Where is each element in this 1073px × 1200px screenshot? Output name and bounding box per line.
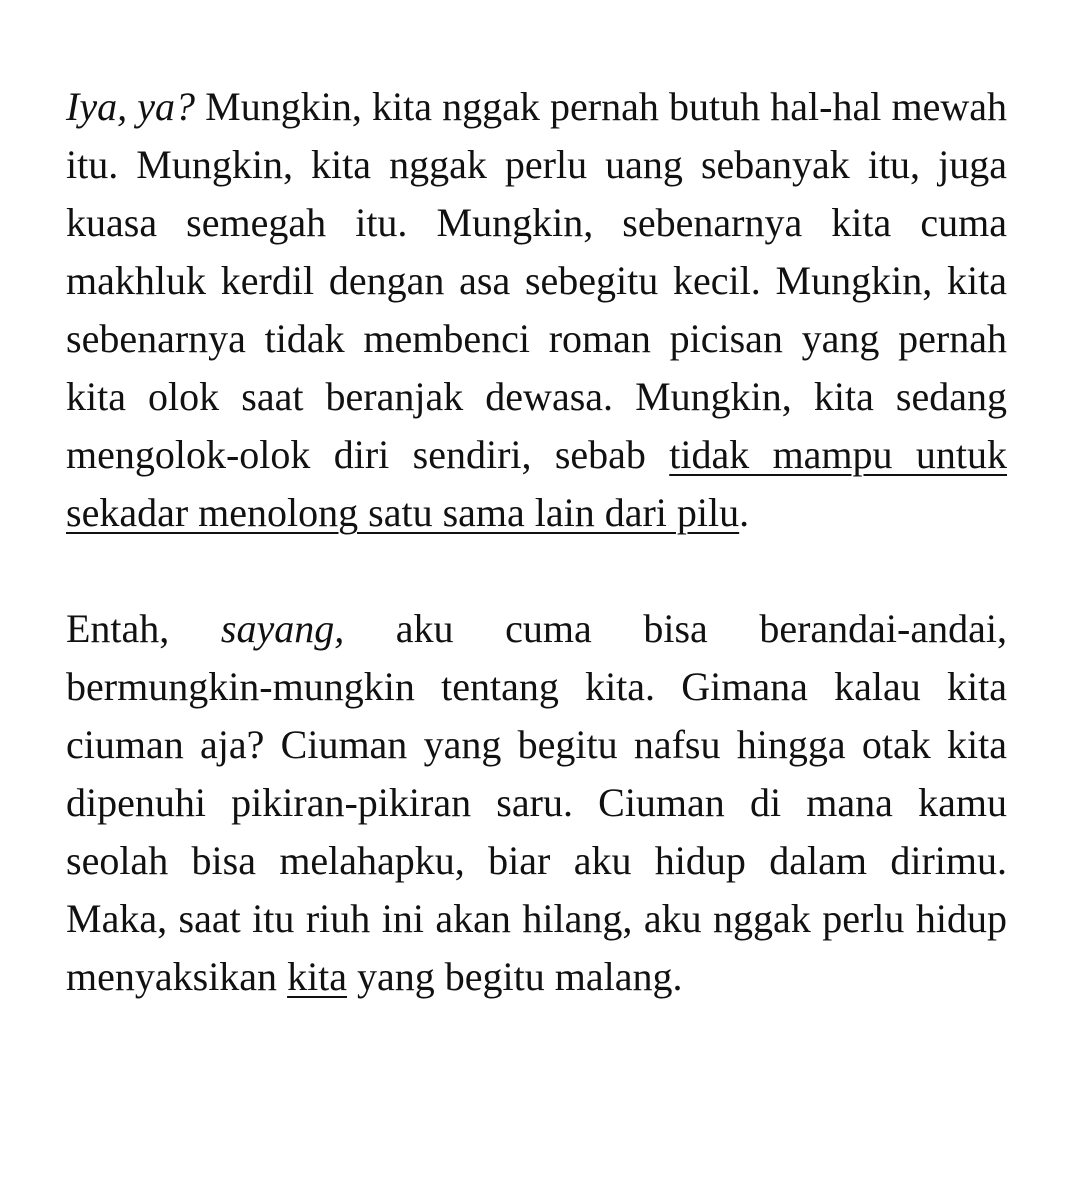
paragraph-1 xyxy=(66,78,1007,542)
document-page xyxy=(66,78,1007,1006)
paragraph-text-end: . xyxy=(739,490,750,535)
paragraph-text-end: yang begitu malang. xyxy=(347,954,683,999)
paragraph-text: Mungkin, kita nggak pernah butuh hal-hal mewah itu. Mungkin, kita nggak perlu uang sebanyak itu, juga kuasa semegah itu. Mungkin, sebenarnya kita cuma makhluk kerdil dengan asa sebegitu kecil. Mungkin, kita sebenarnya tidak membenci roman picisan yang pernah kita olok saat beranjak dewasa. Mungkin, kita sedang mengolok-olok diri sendiri, sebab xyxy=(66,84,1007,477)
paragraph-text-start: Entah, xyxy=(66,606,221,651)
paragraph-text: aku cuma bisa berandai-andai, bermungkin-mungkin tentang kita. Gimana kalau kita ciuman aja? Ciuman yang begitu nafsu hingga otak kita dipenuhi pikiran-pikiran saru. Ciuman di mana kamu seolah bisa melahapku, biar aku hidup dalam dirimu. Maka, saat itu riuh ini akan hilang, aku nggak perlu hidup menyaksikan xyxy=(66,606,1007,999)
underlined-phrase: tidak mampu untuk sekadar menolong satu sama lain dari pilu xyxy=(66,432,1007,535)
underlined-word: kita xyxy=(287,954,348,999)
paragraph-2 xyxy=(66,600,1007,1006)
italic-phrase: Iya, ya? xyxy=(66,84,195,129)
italic-word: sayang, xyxy=(220,606,345,651)
